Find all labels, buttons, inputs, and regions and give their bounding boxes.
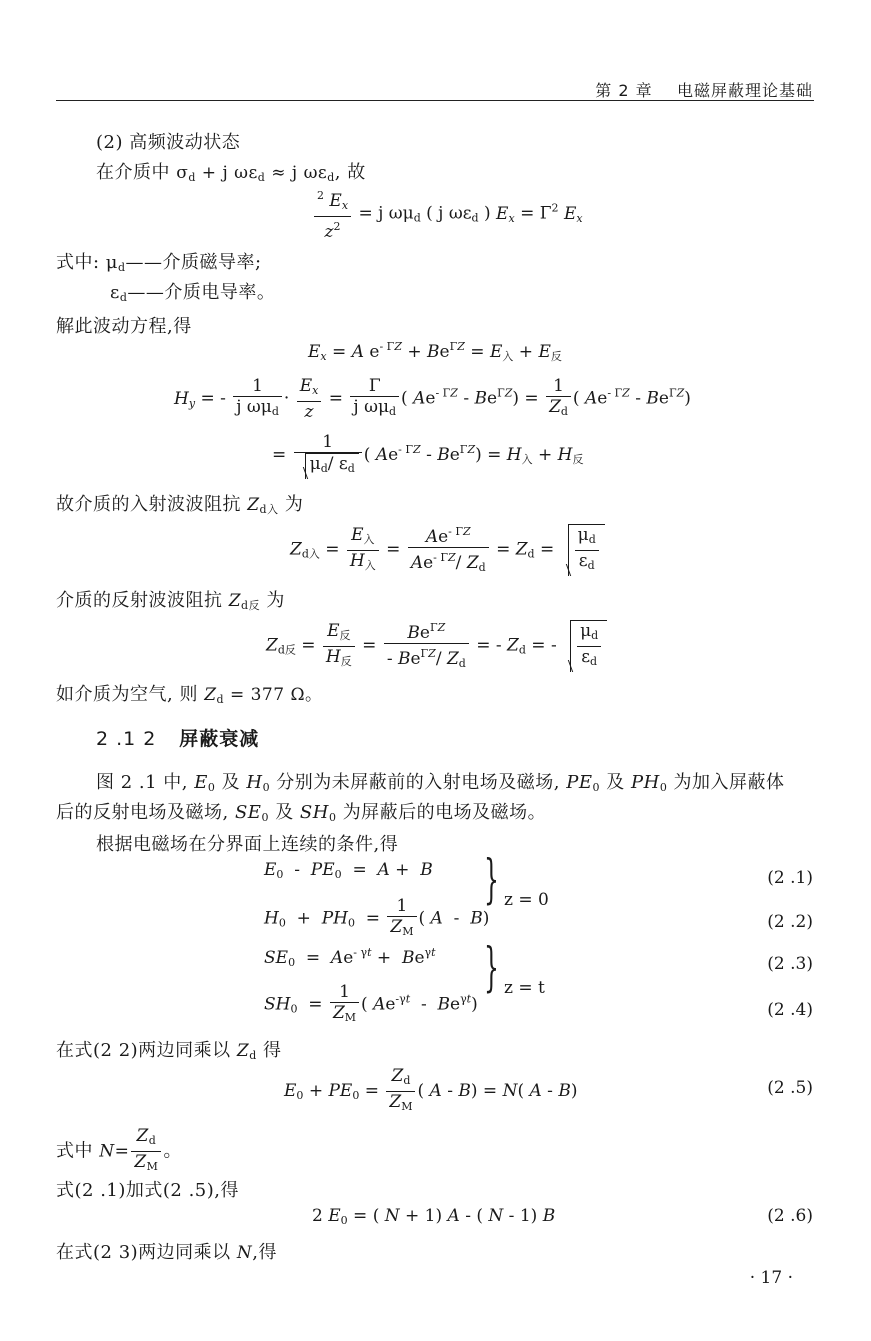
brace-1: }	[484, 850, 499, 910]
add-equations-text: 式(2 .1)加式(2 .5),得	[56, 1180, 240, 1201]
hy-solution: $H_y$ = - $\frac{1}{j \omega\mu_d}$ · $\frac{E_x}{z}$ = $\frac{\Gamma}{j \omega\mu_d}$ ( $Ae^{- \Gamma Z} - Be^{\Gamma Z}$) = $\frac{1}{Z_d}$ ( $Ae^{- \Gamma Z} - Be^{\Gamma Z}$)	[174, 376, 691, 422]
where-mu: 式中: $\mu_d——$介质磁导率;	[56, 252, 262, 274]
section-number: 2 .1 2	[96, 728, 157, 750]
reflect-impedance-eq: $Z_{d反}$ = $\frac{E_反}{H_反}$ = $\frac{Be^{\Gamma Z}}{- Be^{\Gamma Z}/ Z_d}$ = - $Z_d$ = - $\frac{\mu_d}{\varepsilon_d}$	[266, 618, 607, 674]
solve-text: 解此波动方程,得	[56, 316, 192, 337]
eq-number-2-4: (2 .4)	[767, 1000, 813, 1020]
item-heading: (2) 高频波动状态	[96, 132, 241, 153]
page-number: · 17 ·	[749, 1268, 793, 1288]
condition-z0: z = 0	[504, 890, 549, 910]
air-impedance: 如介质为空气, 则 $Z_d = 377$ Ω。	[56, 684, 323, 706]
reflect-impedance-text: 介质的反射波波阻抗 $Z_{d反}$ 为	[56, 590, 285, 612]
brace-2: }	[484, 938, 499, 998]
medium-condition: 在介质中 $\sigma_d + j$ $\omega\varepsilon_d \approx j$ $\omega\varepsilon_d$, 故	[96, 162, 366, 184]
multiply-zd-text: 在式(2 2)两边同乘以 $Z_d$ 得	[56, 1040, 282, 1062]
equation-2-1: $E_0 - PE_0 = A + B$	[264, 860, 433, 881]
incident-impedance-eq: $Z_{d入}$ = $\frac{E_入}{H_入}$ = $\frac{Ae^{- \Gamma Z}}{Ae^{- \Gamma Z}/ Z_d}$ = $Z_d$ = $\frac{\mu_d}{\varepsilon_d}$	[290, 522, 605, 578]
hy-solution-cont: = $\frac{1}{\mu_d/ \varepsilon_d}$ ( $Ae^{- \Gamma Z} - Be^{\Gamma Z}) = H_入 + H_反$	[272, 432, 584, 479]
equation-2-4: $SH_0$ = $\frac{1}{Z_M}$ ( $Ae^{-\gamma t} - Be^{\gamma t}$)	[264, 982, 478, 1024]
eq-number-2-3: (2 .3)	[767, 954, 813, 974]
section-title: 屏蔽衰减	[179, 728, 260, 750]
chapter-number: 第 2 章	[595, 81, 653, 100]
running-header	[595, 78, 813, 101]
continuity-text: 根据电磁场在分界面上连续的条件,得	[96, 834, 399, 855]
where-epsilon: $\varepsilon_d——$介质电导率。	[110, 282, 276, 304]
section-heading	[96, 724, 259, 751]
eq-number-2-5: (2 .5)	[767, 1078, 813, 1098]
equation-2-5: $E_0 + PE_0$ = $\frac{Z_d}{Z_M}$ ( A - B) = N( A - B)	[284, 1066, 578, 1113]
incident-impedance-text: 故介质的入射波波阻抗 $Z_{d入}$ 为	[56, 494, 304, 516]
figure-paragraph-line1: 图 2 .1 中, $E_0$ 及 $H_0$ 分别为未屏蔽前的入射电场及磁场, $PE_0$ 及 $PH_0$ 为加入屏蔽体	[96, 772, 785, 794]
define-N: 式中 N= $\frac{Z_d}{Z_M}$ 。	[56, 1126, 182, 1173]
figure-paragraph-line2: 后的反射电场及磁场, $SE_0$ 及 $SH_0$ 为屏蔽后的电场及磁场。	[56, 802, 547, 824]
condition-zt: z = t	[504, 978, 545, 998]
wave-equation: $\frac{^2 E_x}{z^2}$ = j $\omega\mu_d$ ( j $\omega\varepsilon_d$ ) $E_x = \Gamma^2$ $E_x$	[312, 186, 583, 242]
eq-number-2-6: (2 .6)	[767, 1206, 813, 1226]
header-rule	[56, 100, 814, 101]
eq-number-2-2: (2 .2)	[767, 912, 813, 932]
ex-solution: $E_x = A$ $e^{- \Gamma Z} + Be^{\Gamma Z} = E_入 + E_反$	[308, 340, 562, 363]
chapter-title: 电磁屏蔽理论基础	[676, 81, 813, 100]
multiply-N-text: 在式(2 3)两边同乘以 N,得	[56, 1242, 278, 1263]
equation-2-2: $H_0 + PH_0$ = $\frac{1}{Z_M}$ ( A - B)	[264, 896, 490, 938]
eq-number-2-1: (2 .1)	[767, 868, 813, 888]
equation-2-6: 2 $E_0$ = ( N + 1) A - ( N - 1) B	[312, 1206, 556, 1227]
equation-2-3: $SE_0 = Ae^{- \gamma t} + Be^{\gamma t}$	[264, 946, 436, 969]
